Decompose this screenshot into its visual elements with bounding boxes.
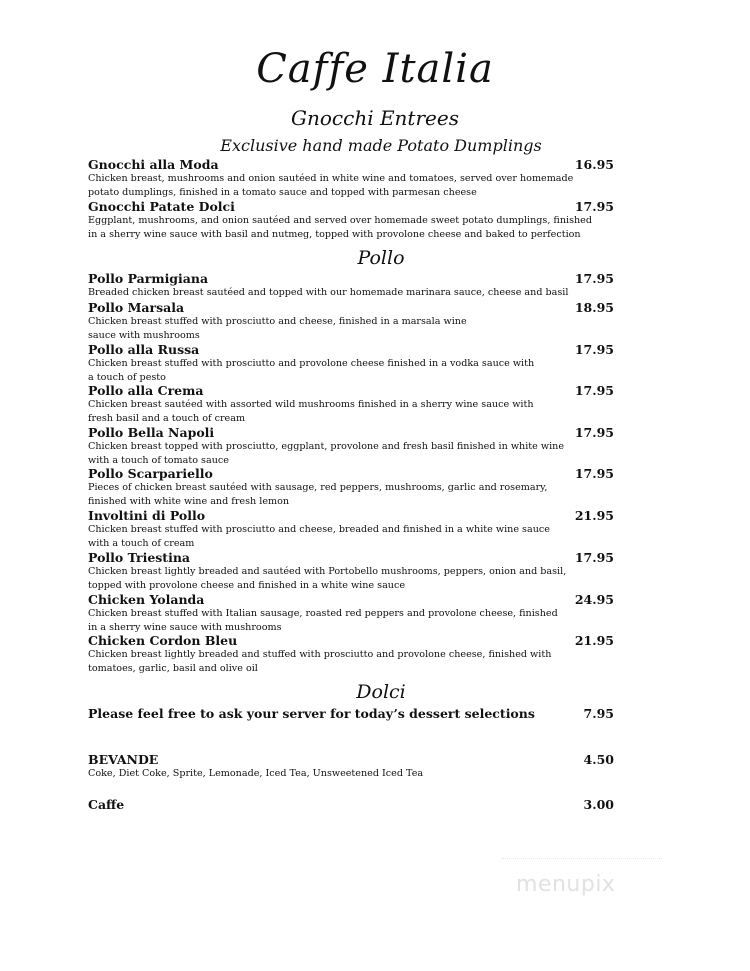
description-line: finished with white wine and fresh lemon <box>88 495 290 507</box>
item-price: 17.95 <box>574 550 614 565</box>
item-name: Pollo Marsala <box>88 300 185 315</box>
menu-item <box>88 466 614 508</box>
menu-item <box>88 271 614 300</box>
item-name: BEVANDE <box>88 752 159 767</box>
description-line: in a sherry wine sauce with basil and nutmeg, topped with provolone cheese and baked to perfection <box>88 228 581 240</box>
item-price: 24.95 <box>574 592 614 607</box>
item-description <box>88 607 614 634</box>
menu-item <box>88 199 614 241</box>
section-title-pollo: Pollo <box>357 247 405 269</box>
dessert-item <box>88 706 614 721</box>
menu-item <box>88 508 614 550</box>
item-name: Chicken Cordon Bleu <box>88 633 238 648</box>
watermark-logo: menupix <box>516 872 616 897</box>
description-line: Coke, Diet Coke, Sprite, Lemonade, Iced Tea, Unsweetened Iced Tea <box>88 768 424 779</box>
item-price: 18.95 <box>574 300 614 315</box>
menu-item <box>88 425 614 467</box>
item-price: 21.95 <box>574 508 614 523</box>
item-name: Pollo Bella Napoli <box>88 425 215 440</box>
item-name: Gnocchi alla Moda <box>88 157 219 172</box>
description-line: with a touch of cream <box>88 537 195 549</box>
item-description <box>88 286 614 300</box>
description-line: fresh basil and a touch of cream <box>88 412 246 424</box>
section-title-gnocchi: Gnocchi Entrees <box>291 106 459 130</box>
description-line: Chicken breast stuffed with Italian sausage, roasted red peppers and provolone cheese, finished <box>88 608 558 619</box>
item-price: 21.95 <box>574 633 614 648</box>
item-name: Pollo alla Russa <box>88 342 200 357</box>
coffee-item <box>88 797 614 812</box>
item-price: 17.95 <box>574 271 614 286</box>
item-price: 17.95 <box>574 199 614 214</box>
description-line: Breaded chicken breast sautéed and topped with our homemade marinara sauce, cheese and basil <box>88 287 569 298</box>
item-name: Pollo Scarpariello <box>88 466 213 481</box>
description-line: potato dumplings, finished in a tomato sauce and topped with parmesan cheese <box>88 186 477 198</box>
description-line: with a touch of tomato sauce <box>88 454 229 466</box>
item-price: 7.95 <box>583 706 614 721</box>
description-line: Eggplant, mushrooms, and onion sautéed and served over homemade sweet potato dumplings, finished <box>88 215 592 226</box>
description-line: Chicken breast stuffed with prosciutto and provolone cheese finished in a vodka sauce with <box>88 358 535 369</box>
item-name: Please feel free to ask your server for today’s dessert selections <box>88 706 535 721</box>
description-line: tomatoes, garlic, basil and olive oil <box>88 662 258 674</box>
item-name: Gnocchi Patate Dolci <box>88 199 235 214</box>
item-name: Chicken Yolanda <box>88 592 205 607</box>
description-line: Chicken breast stuffed with prosciutto and cheese, breaded and finished in a white wine sauce <box>88 524 550 535</box>
watermark-divider <box>502 858 662 860</box>
item-description <box>88 172 614 199</box>
description-line: Chicken breast topped with prosciutto, eggplant, provolone and fresh basil finished in white wine <box>88 441 565 452</box>
item-name: Pollo Parmigiana <box>88 271 209 286</box>
description-line: in a sherry wine sauce with mushrooms <box>88 621 282 633</box>
item-price: 17.95 <box>574 383 614 398</box>
menu-item <box>88 300 614 342</box>
item-name: Pollo alla Crema <box>88 383 204 398</box>
item-name: Involtini di Pollo <box>88 508 206 523</box>
item-name: Pollo Triestina <box>88 550 191 565</box>
section-title-dolci: Dolci <box>356 681 406 703</box>
menu-item <box>88 592 614 634</box>
description-line: sauce with mushrooms <box>88 329 200 341</box>
item-description <box>88 440 614 467</box>
menu-item <box>88 633 614 675</box>
item-price: 17.95 <box>574 425 614 440</box>
beverage-item <box>88 752 614 781</box>
menu-item <box>88 342 614 384</box>
item-price: 3.00 <box>583 797 614 812</box>
item-description <box>88 398 614 425</box>
item-description <box>88 767 614 781</box>
item-description <box>88 481 614 508</box>
item-description <box>88 523 614 550</box>
menu-item <box>88 550 614 592</box>
description-line: topped with provolone cheese and finished in a white wine sauce <box>88 579 406 591</box>
item-name: Caffe <box>88 797 125 812</box>
description-line: Chicken breast sautéed with assorted wild mushrooms finished in a sherry wine sauce with <box>88 399 534 410</box>
item-price: 17.95 <box>574 466 614 481</box>
item-description <box>88 214 614 241</box>
item-description <box>88 565 614 592</box>
description-line: Chicken breast, mushrooms and onion sautéed in white wine and tomatoes, served over homemade <box>88 173 574 184</box>
description-line: Chicken breast stuffed with prosciutto and cheese, finished in a marsala wine <box>88 316 467 327</box>
restaurant-title: Caffe Italia <box>256 46 494 92</box>
description-line: Chicken breast lightly breaded and stuffed with prosciutto and provolone cheese, finished with <box>88 649 552 660</box>
item-price: 4.50 <box>583 752 614 767</box>
description-line: Chicken breast lightly breaded and sautéed with Portobello mushrooms, peppers, onion and basil, <box>88 566 567 577</box>
item-price: 16.95 <box>574 157 614 172</box>
menu-item <box>88 157 614 199</box>
item-price: 17.95 <box>574 342 614 357</box>
description-line: Pieces of chicken breast sautéed with sausage, red peppers, mushrooms, garlic and rosemary, <box>88 482 548 493</box>
item-description <box>88 357 614 384</box>
item-description <box>88 315 614 342</box>
description-line: a touch of pesto <box>88 371 166 383</box>
gnocchi-tagline: Exclusive hand made Potato Dumplings <box>220 136 542 155</box>
item-description <box>88 648 614 675</box>
menu-item <box>88 383 614 425</box>
